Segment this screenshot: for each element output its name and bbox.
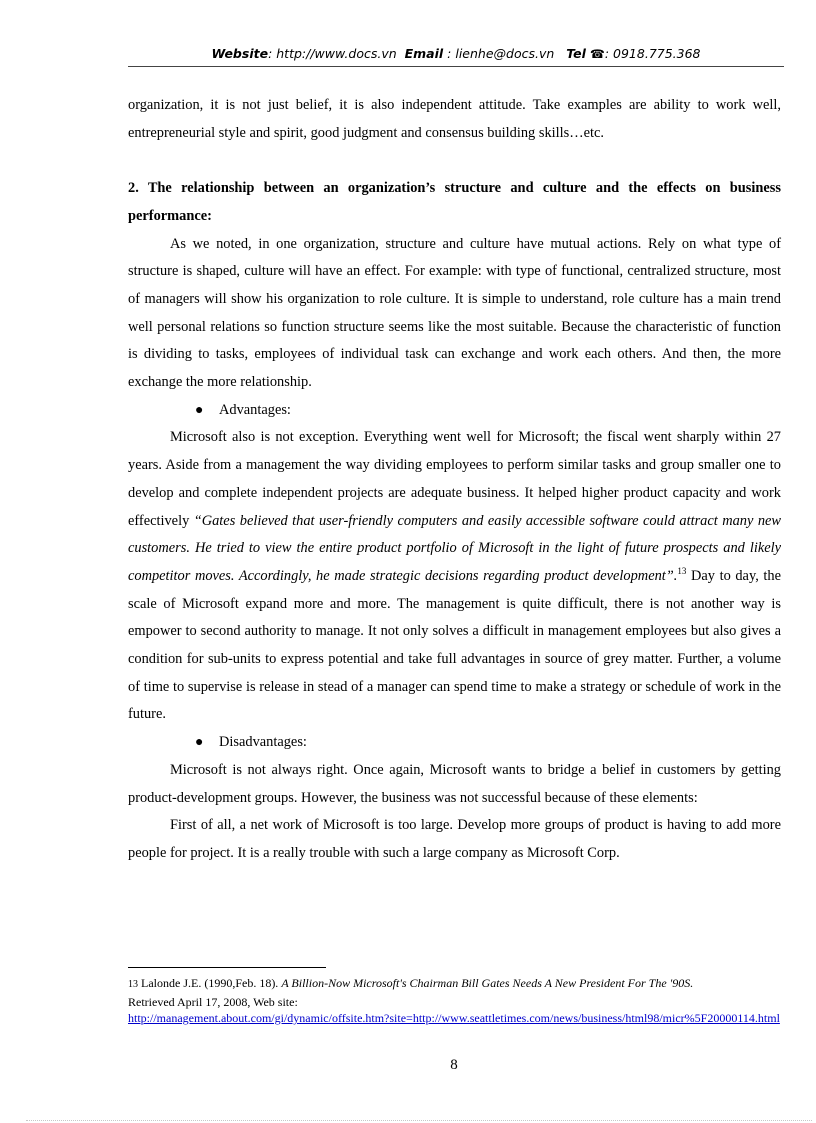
advantages-text-start: Microsoft also is not exception. Everything went well for Microsoft; the fiscal went sharply within 27 years. Aside from a management the way dividing employees to perform similar tasks and group smaller one to develop and complete independent projects are adequate business. It helped higher product capacity and work effectively <box>128 429 781 529</box>
paragraph-microsoft-disadvantages: Microsoft is not always right. Once again, Microsoft wants to bridge a belief in customers by getting product-development groups. However, the business was not successful because of these elements: <box>128 761 781 806</box>
tel-value: : 0918.775.368 <box>604 46 701 61</box>
footnote-link[interactable]: http://management.about.com/gi/dynamic/offsite.htm?site=http://www.seattletimes.com/news/business/html98/micr%5F20000114.html <box>128 1011 780 1025</box>
email-label: Email <box>404 46 444 61</box>
page-number: 8 <box>450 1057 458 1073</box>
section-heading: 2. The relationship between an organization’s structure and culture and the effects on business performance: <box>128 180 781 224</box>
bullet-disadvantages <box>128 729 781 757</box>
body-text <box>128 92 781 868</box>
bullet-advantages <box>128 397 781 425</box>
advantages-text-end: Day to day, the scale of Microsoft expand more and more. The management is quite difficult, there is not another way is empower to second authority to manage. It not only solves a difficult in management employees but also gives a condition for sub-units to express potential and take full advantages in source of grey matter. Further, a volume of time to supervise is release in stead of a manager can spend time to make a strategy or schedule of work in the future. <box>128 567 781 723</box>
footnote-title: A Billion-Now Microsoft's Chairman Bill Gates Needs A New President For The '90S. <box>281 976 694 990</box>
footnote-reference: 13 <box>677 565 687 576</box>
page-header <box>128 46 784 61</box>
bullet-advantages-label: Advantages: <box>219 401 291 418</box>
website-label: Website <box>211 46 269 61</box>
footnote-citation <box>128 975 788 994</box>
gates-quote: “Gates believed that user-friendly computers and easily accessible software could attract many new customers. He tried to view the entire product portfolio of Microsoft in the light of future prospects and likely competitor moves. Accordingly, he made strategic decisions regarding product development”. <box>128 512 782 584</box>
footnote <box>128 975 788 1027</box>
bullet-disadvantages-label: Disadvantages: <box>219 734 307 751</box>
header-divider <box>128 66 784 67</box>
paragraph-structure-culture: As we noted, in one organization, structure and culture have mutual actions. Rely on what type of structure is shaped, culture will have an effect. For example: with type of functional, centralized structure, most of managers will show his organization to role culture. It is simple to understand, role culture has a main trend well personal relations so function structure seems like the most suitable. Because the characteristic of function is dividing to tasks, employees of individual task can exchange and work each others. And then, the more exchange the more relationship. <box>128 235 781 391</box>
footnote-author: Lalonde J.E. (1990,Feb. 18). <box>138 976 282 990</box>
bullet-icon: ● <box>195 402 204 418</box>
phone-icon: ☎ <box>589 47 605 61</box>
paragraph-network-size: First of all, a net work of Microsoft is too large. Develop more groups of product is having to add more people for project. It is a really trouble with such a large company as Microsoft Corp. <box>128 817 781 861</box>
footnote-number: 13 <box>128 979 138 990</box>
paragraph-continuation: organization, it is not just belief, it is also independent attitude. Take examples are ability to work well, entrepreneurial style and spirit, good judgment and consensus building skills…etc. <box>128 97 781 141</box>
email-value: : lienhe@docs.vn <box>447 46 555 61</box>
paragraph-microsoft-advantages <box>128 424 781 729</box>
footnote-retrieved: Retrieved April 17, 2008, Web site: <box>128 994 298 1009</box>
website-value: : http://www.docs.vn <box>268 46 397 61</box>
footnote-divider <box>128 967 326 968</box>
tel-label: Tel <box>566 46 586 61</box>
bullet-icon: ● <box>195 735 204 751</box>
page-bottom-border <box>26 1120 812 1121</box>
